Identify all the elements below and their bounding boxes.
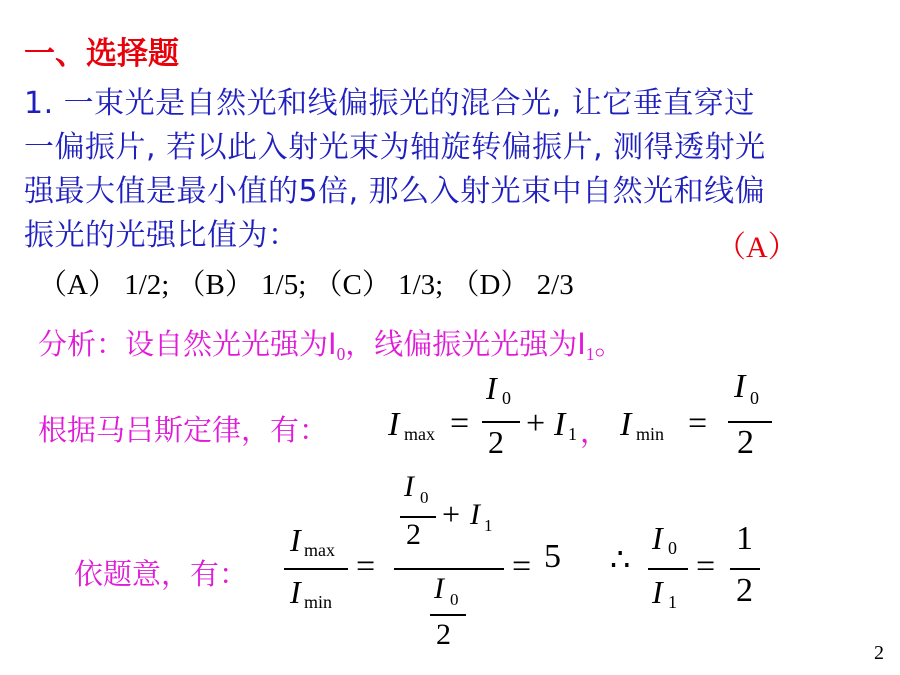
answer-marker: （A） (716, 231, 798, 264)
eq2-num-I: I (290, 522, 301, 558)
therefore-symbol: ∴ (610, 541, 631, 577)
eq2-inner-I1-sub: 1 (484, 516, 493, 535)
analysis-middle: ，线偏振光光强为I (345, 327, 586, 361)
eq1-imax-symbol: I (388, 406, 400, 443)
eq1-equals: = (450, 405, 470, 442)
eq3-den-sub1: 1 (668, 592, 677, 612)
question-line-3: 强最大值是最小值的5倍, 那么入射光束中自然光和线偏 (24, 174, 766, 209)
eq2-inner-den-I: I (434, 572, 444, 605)
eq1-imax-sub: max (404, 424, 435, 444)
analysis-suffix: 。 (594, 327, 624, 361)
eq2-inner-num-2: 2 (406, 518, 421, 551)
eq2-inner-num-sub0: 0 (420, 488, 429, 507)
question-line-2: 一偏振片, 若以此入射光束为轴旋转偏振片, 测得透射光 (24, 130, 766, 165)
eq3-equals: = (696, 548, 716, 585)
eq3-num-I: I (652, 520, 663, 556)
eq1-num-I: I (486, 370, 497, 406)
eq2-inner-I1: I (470, 498, 480, 531)
ratio-label: 依题意，有： (74, 557, 249, 591)
eq2-inner-den-bar (430, 614, 466, 616)
page-number: 2 (874, 642, 884, 664)
eq1-num-sub0: 0 (502, 388, 511, 408)
eq2-main-fraction-bar (394, 568, 504, 570)
eq3-num-sub0: 0 (668, 538, 677, 558)
eq2-equals-2: = (512, 548, 532, 585)
eq3-left-bar (648, 568, 688, 570)
eq1-I1-symbol: I (554, 406, 566, 443)
eq1-den-2: 2 (488, 424, 504, 460)
eq2-inner-plus: + (442, 496, 461, 532)
eq1-rhs-num-sub0: 0 (750, 388, 759, 408)
analysis-sub-0: 0 (336, 344, 346, 365)
eq1-rhs-den-2: 2 (737, 424, 754, 461)
eq2-inner-num-I: I (404, 470, 414, 503)
eq1-equals-2: = (688, 405, 708, 442)
eq2-left-fraction-bar (284, 568, 348, 570)
analysis-sub-1: 1 (585, 344, 595, 365)
eq2-value-5: 5 (544, 538, 561, 575)
eq1-comma: ， (580, 415, 610, 449)
eq3-den-2: 2 (736, 572, 753, 609)
malus-law-label: 根据马吕斯定律，有： (38, 413, 329, 447)
analysis-line (38, 322, 624, 365)
eq2-den-I: I (290, 574, 301, 610)
analysis-prefix: 分析：设自然光光强为I (38, 327, 337, 361)
question-line-1: 1. 一束光是自然光和线偏振光的混合光, 让它垂直穿过 (24, 86, 755, 121)
eq1-imin-sub: min (636, 424, 665, 444)
eq2-num-max: max (304, 540, 335, 560)
eq1-rhs-fraction-bar (728, 421, 772, 423)
eq2-den-min: min (304, 592, 333, 612)
eq1-rhs-num-I: I (734, 368, 746, 405)
eq3-num-1: 1 (736, 520, 753, 557)
question-line-4: 振光的光强比值为： (24, 218, 299, 253)
eq1-plus: + (526, 405, 546, 442)
eq1-I1-sub: 1 (568, 424, 577, 444)
eq3-den-I: I (652, 574, 663, 610)
eq2-inner-den-sub0: 0 (450, 590, 459, 609)
eq1-imin-symbol: I (620, 406, 632, 443)
eq1-fraction-bar (482, 421, 520, 423)
answer-options: （A） 1/2; （B） 1/5; （C） 1/3; （D） 2/3 (38, 269, 574, 301)
eq3-right-bar (730, 568, 760, 570)
eq2-inner-den-2: 2 (436, 618, 451, 651)
section-title: 一、选择题 (24, 36, 179, 72)
eq2-equals-1: = (356, 548, 376, 585)
